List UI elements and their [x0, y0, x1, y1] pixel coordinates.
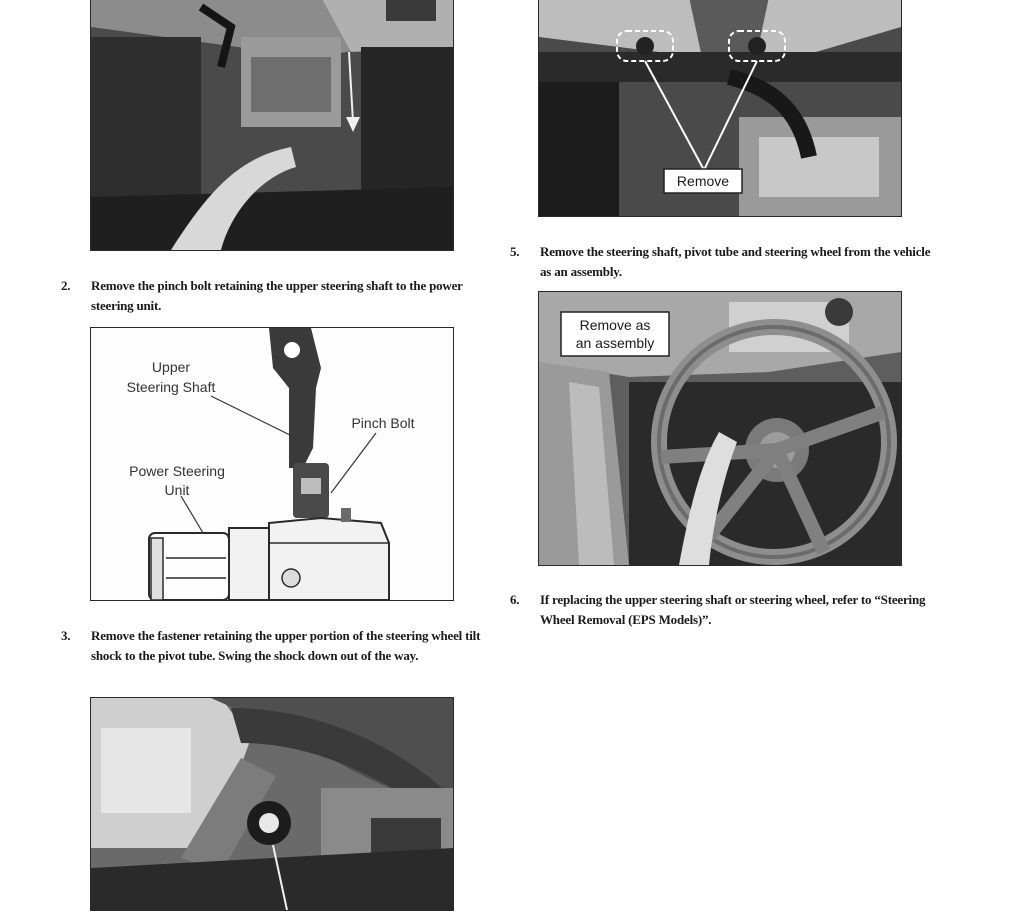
photo-step5-image: [539, 292, 901, 565]
step-3: [61, 626, 483, 666]
photo-step3: [90, 697, 454, 911]
photo-step4-image: [539, 0, 901, 216]
callout-an-assembly: an assembly: [575, 335, 655, 351]
label-steering-shaft: Steering Shaft: [126, 379, 216, 395]
step-3-text: Remove the fastener retaining the upper portion of the steering wheel tilt shock to the pivot tube. Swing the shock down out of the way.: [91, 628, 481, 663]
step-2-text: Remove the pinch bolt retaining the upper steering shaft to the power steering unit.: [91, 278, 463, 313]
photo-step3-image: [91, 698, 453, 910]
photo-step5: [538, 291, 902, 566]
label-upper: Upper: [151, 359, 191, 375]
diagram-step2-image: [91, 328, 453, 600]
step-3-number: 3.: [61, 628, 71, 643]
step-2: [61, 276, 483, 316]
label-unit: Unit: [164, 482, 190, 498]
step-5-number: 5.: [510, 244, 520, 259]
label-pinch-bolt: Pinch Bolt: [351, 415, 415, 431]
step-5-text: Remove the steering shaft, pivot tube and steering wheel from the vehicle as an assembly.: [540, 244, 931, 279]
step-5: [510, 242, 932, 282]
step-6-text: If replacing the upper steering shaft or steering wheel, refer to “Steering Wheel Removal (EPS Models)”.: [540, 592, 926, 627]
diagram-step2: [90, 327, 454, 601]
photo-step4: [538, 0, 902, 217]
step-6: [510, 590, 932, 630]
photo-step1: [90, 0, 454, 251]
photo-step1-image: [91, 0, 453, 250]
step-6-number: 6.: [510, 592, 520, 607]
step-2-number: 2.: [61, 278, 71, 293]
label-power-steering: Power Steering: [129, 463, 225, 479]
callout-remove-as: Remove as: [579, 317, 651, 333]
callout-remove: Remove: [676, 173, 730, 189]
